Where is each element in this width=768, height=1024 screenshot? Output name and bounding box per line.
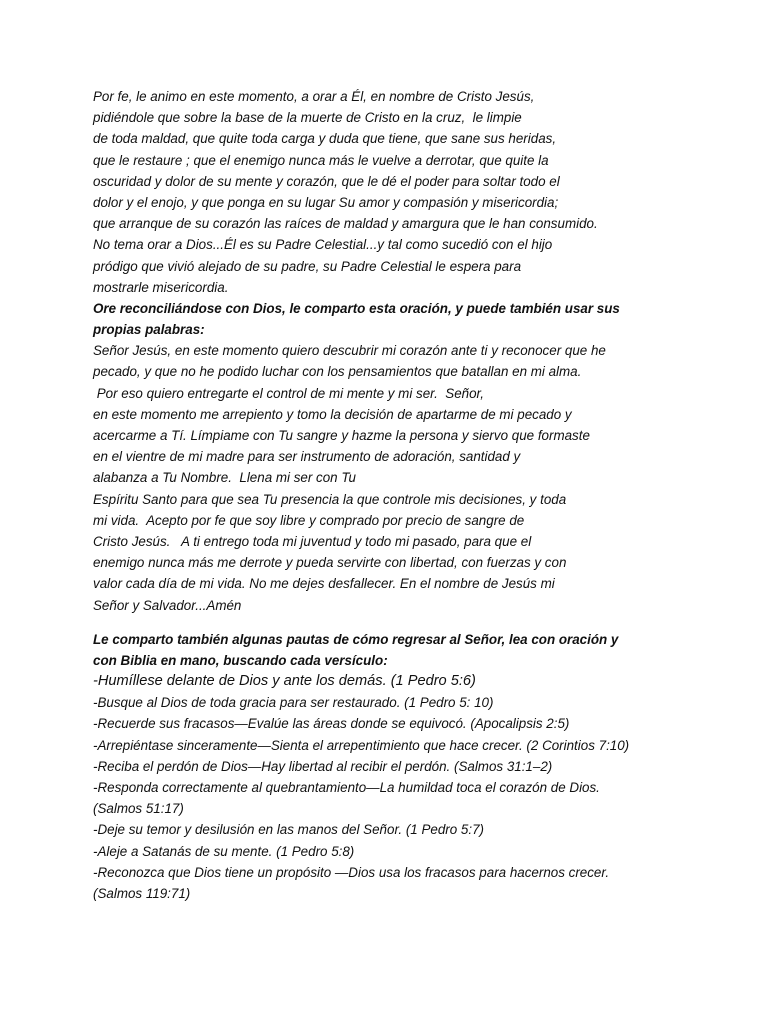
step-item: (Salmos 51:17) xyxy=(93,801,184,817)
steps-list xyxy=(93,671,693,904)
document-body xyxy=(93,86,693,904)
heading-line: Ore reconciliándose con Dios, le comparto esta oración, y puede también usar sus xyxy=(93,300,620,316)
heading-line: con Biblia en mano, buscando cada versículo: xyxy=(93,652,388,668)
prayer-heading xyxy=(93,298,693,340)
text-line: enemigo nunca más me derrote y pueda servirte con libertad, con fuerzas y con xyxy=(93,555,567,571)
steps-heading xyxy=(93,629,693,671)
text-line: Espíritu Santo para que sea Tu presencia la que controle mis decisiones, y toda xyxy=(93,491,567,507)
text-line: Por eso quiero entregarte el control de mi mente y mi ser. Señor, xyxy=(93,385,484,401)
text-line: dolor y el enojo, y que ponga en su lugar Su amor y compasión y misericordia; xyxy=(93,194,559,210)
step-item: -Busque al Dios de toda gracia para ser restaurado. (1 Pedro 5: 10) xyxy=(93,695,494,711)
step-item: -Deje su temor y desilusión en las manos del Señor. (1 Pedro 5:7) xyxy=(93,822,485,838)
text-line: Cristo Jesús. A ti entrego toda mi juventud y todo mi pasado, para que el xyxy=(93,533,532,549)
heading-line: propias palabras: xyxy=(93,322,205,338)
text-line: de toda maldad, que quite toda carga y duda que tiene, que sane sus heridas, xyxy=(93,131,557,147)
text-line: pródigo que vivió alejado de su padre, su Padre Celestial le espera para xyxy=(93,258,522,274)
text-line: que le restaure ; que el enemigo nunca más le vuelve a derrotar, que quite la xyxy=(93,152,549,168)
intro-paragraph xyxy=(93,86,693,298)
step-item: -Recuerde sus fracasos—Evalúe las áreas donde se equivocó. (Apocalipsis 2:5) xyxy=(93,716,570,732)
step-item: -Arrepiéntase sinceramente—Sienta el arrepentimiento que hace crecer. (2 Corintios 7:10) xyxy=(93,737,630,753)
text-line: alabanza a Tu Nombre. Llena mi ser con Tu xyxy=(93,470,356,486)
text-line: pidiéndole que sobre la base de la muerte de Cristo en la cruz, le limpie xyxy=(93,110,522,126)
text-line: en el vientre de mi madre para ser instrumento de adoración, santidad y xyxy=(93,449,521,465)
text-line: que arranque de su corazón las raíces de maldad y amargura que le han consumido. xyxy=(93,216,598,232)
paragraph-spacer xyxy=(93,616,693,629)
step-item: -Humíllese delante de Dios y ante los demás. (1 Pedro 5:6) xyxy=(93,673,476,690)
heading-line: Le comparto también algunas pautas de cómo regresar al Señor, lea con oración y xyxy=(93,631,619,647)
step-item: -Responda correctamente al quebrantamiento—La humildad toca el corazón de Dios. xyxy=(93,780,600,795)
step-item: (Salmos 119:71) xyxy=(93,885,191,901)
step-item: -Aleje a Satanás de su mente. (1 Pedro 5:8) xyxy=(93,843,355,859)
text-line: acercarme a Tí. Límpiame con Tu sangre y hazme la persona y siervo que formaste xyxy=(93,428,590,443)
text-line: Por fe, le animo en este momento, a orar a Él, en nombre de Cristo Jesús, xyxy=(93,89,535,104)
text-line: en este momento me arrepiento y tomo la decisión de apartarme de mi pecado y xyxy=(93,406,572,422)
text-line: mostrarle misericordia. xyxy=(93,279,229,295)
text-line: No tema orar a Dios...Él es su Padre Celestial...y tal como sucedió con el hijo xyxy=(93,237,553,253)
text-line: pecado, y que no he podido luchar con los pensamientos que batallan en mi alma. xyxy=(93,364,582,380)
text-line: oscuridad y dolor de su mente y corazón, que le dé el poder para soltar todo el xyxy=(93,173,560,189)
text-line: mi vida. Acepto por fe que soy libre y comprado por precio de sangre de xyxy=(93,512,525,528)
text-line: Señor y Salvador...Amén xyxy=(93,597,242,613)
prayer-text xyxy=(93,340,693,615)
text-line: valor cada día de mi vida. No me dejes desfallecer. En el nombre de Jesús mi xyxy=(93,576,555,592)
step-item: -Reconozca que Dios tiene un propósito —Dios usa los fracasos para hacernos crecer. xyxy=(93,864,610,880)
step-item: -Reciba el perdón de Dios—Hay libertad al recibir el perdón. (Salmos 31:1–2) xyxy=(93,758,553,774)
text-line: Señor Jesús, en este momento quiero descubrir mi corazón ante ti y reconocer que he xyxy=(93,343,606,359)
